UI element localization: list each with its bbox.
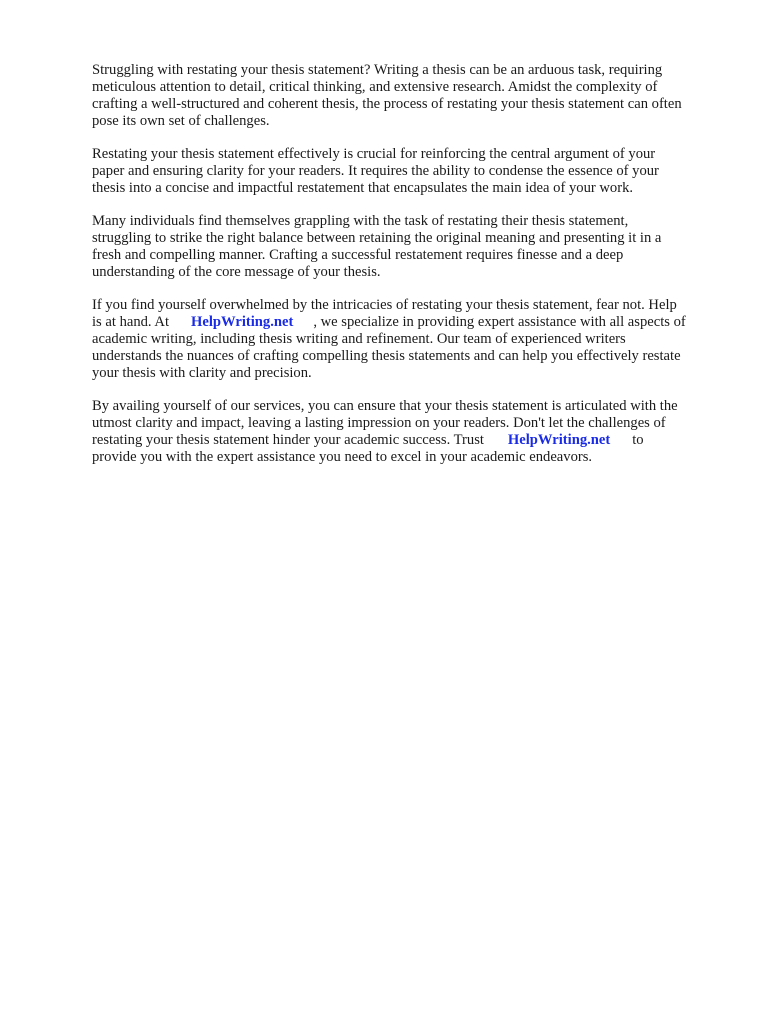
line-text-after-link: , we specialize in providing expert assistance with all aspects of: [313, 314, 686, 330]
helpwriting-link[interactable]: HelpWriting.net: [507, 432, 611, 448]
paragraph-line: utmost clarity and impact, leaving a lasting impression on your readers. Don't let the challenges of: [92, 415, 666, 431]
paragraph-intro: [92, 62, 732, 130]
paragraph-line: academic writing, including thesis writing and refinement. Our team of experienced writers: [92, 331, 626, 347]
paragraph-line: By availing yourself of our services, you can ensure that your thesis statement is articulated with the: [92, 398, 678, 414]
paragraph-line: Restating your thesis statement effectively is crucial for reinforcing the central argument of your: [92, 146, 656, 162]
paragraph-line: struggling to strike the right balance between retaining the original meaning and presenting it in a: [92, 230, 662, 246]
paragraph-line: meticulous attention to detail, critical thinking, and extensive research. Amidst the complexity of: [92, 79, 658, 95]
paragraph-line: Struggling with restating your thesis statement? Writing a thesis can be an arduous task, requiring: [92, 62, 663, 78]
paragraph-line: If you find yourself overwhelmed by the intricacies of restating your thesis statement, fear not. Help: [92, 297, 677, 313]
paragraph-line: Many individuals find themselves grappling with the task of restating their thesis statement,: [92, 213, 629, 229]
paragraph-struggle: [92, 213, 732, 281]
paragraph-line: crafting a well-structured and coherent thesis, the process of restating your thesis statement can often: [92, 96, 682, 112]
paragraph-line: thesis into a concise and impactful restatement that encapsulates the main idea of your work.: [92, 180, 634, 196]
paragraph-line: your thesis with clarity and precision.: [92, 365, 312, 381]
paragraph-line: understands the nuances of crafting compelling thesis statements and can help you effectively restate: [92, 348, 681, 364]
paragraph-closing: [92, 398, 732, 466]
paragraph-line: paper and ensuring clarity for your readers. It requires the ability to condense the essence of your: [92, 163, 659, 179]
line-text-after-link: to: [632, 432, 644, 448]
paragraph-line: understanding of the core message of your thesis.: [92, 264, 381, 280]
line-text-before-link: restating your thesis statement hinder your academic success. Trust: [92, 432, 484, 448]
paragraph-line: provide you with the expert assistance you need to excel in your academic endeavors.: [92, 449, 593, 465]
helpwriting-link[interactable]: HelpWriting.net: [191, 314, 294, 330]
paragraph-line-with-link: [92, 314, 732, 331]
paragraph-line: fresh and compelling manner. Crafting a successful restatement requires finesse and a deep: [92, 247, 624, 263]
paragraph-help: [92, 297, 732, 382]
paragraph-importance: [92, 146, 732, 197]
document-body: [92, 62, 732, 482]
paragraph-line: pose its own set of challenges.: [92, 113, 270, 129]
paragraph-line-with-link: [92, 432, 732, 449]
line-text-before-link: is at hand. At: [92, 314, 170, 330]
